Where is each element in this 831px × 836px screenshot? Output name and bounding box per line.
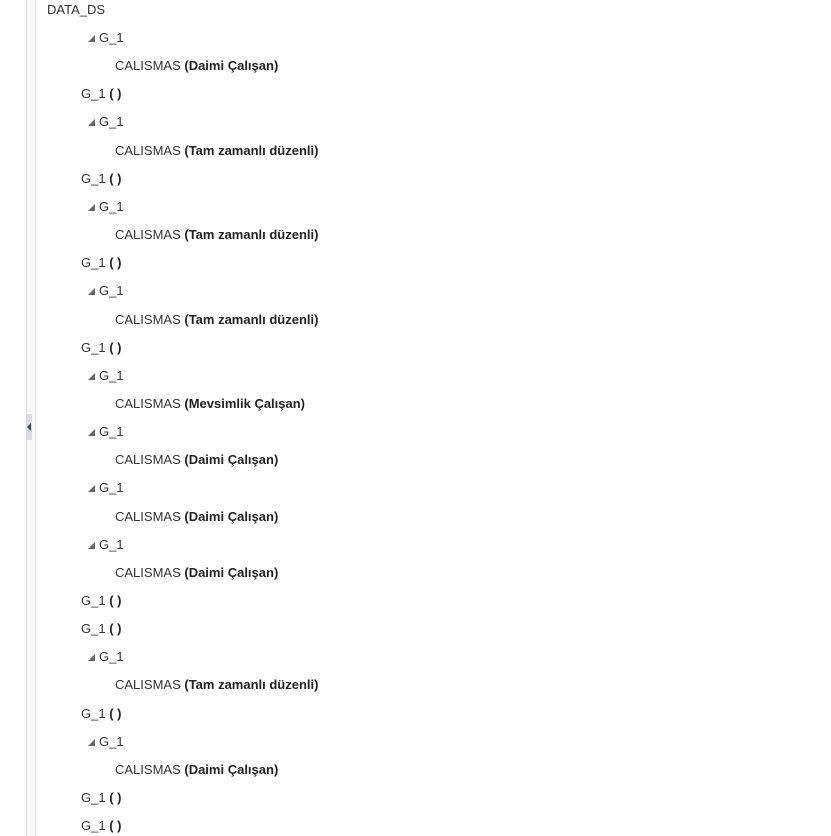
- element-value: ( ): [109, 86, 122, 101]
- element-value: (Mevsimlik Çalışan): [184, 396, 306, 411]
- group-label: G_1: [99, 537, 124, 552]
- element-value: (Daimi Çalışan): [184, 58, 279, 73]
- tree-leaf-node[interactable]: [115, 56, 278, 76]
- tree-empty-group-node[interactable]: [81, 591, 121, 611]
- element-value: (Tam zamanlı düzenli): [184, 312, 319, 327]
- group-label: G_1: [99, 30, 124, 45]
- group-label: G_1: [81, 171, 110, 186]
- tree-empty-group-node[interactable]: [81, 84, 121, 104]
- group-label: G_1: [81, 790, 110, 805]
- tree-group-node[interactable]: [86, 281, 124, 301]
- tree-empty-group-node[interactable]: [81, 253, 121, 273]
- expanded-triangle-icon[interactable]: [86, 483, 96, 493]
- group-label: G_1: [99, 424, 124, 439]
- element-value: (Daimi Çalışan): [184, 452, 279, 467]
- group-label: G_1: [81, 86, 110, 101]
- group-label: G_1: [99, 734, 124, 749]
- element-value: (Daimi Çalışan): [184, 565, 279, 580]
- group-label: G_1: [81, 706, 110, 721]
- group-label: G_1: [99, 649, 124, 664]
- element-value: (Tam zamanlı düzenli): [184, 227, 319, 242]
- tree-group-node[interactable]: [86, 535, 124, 555]
- element-value: ( ): [109, 340, 122, 355]
- tree-group-node[interactable]: [86, 28, 124, 48]
- expanded-triangle-icon[interactable]: [86, 371, 96, 381]
- expanded-triangle-icon[interactable]: [86, 652, 96, 662]
- element-name: CALISMAS: [115, 312, 185, 327]
- tree-group-node[interactable]: [86, 647, 124, 667]
- group-label: G_1: [81, 255, 110, 270]
- group-label: G_1: [99, 114, 124, 129]
- tree-empty-group-node[interactable]: [81, 816, 121, 836]
- element-name: CALISMAS: [115, 227, 185, 242]
- tree-group-node[interactable]: [86, 478, 124, 498]
- element-name: CALISMAS: [115, 143, 185, 158]
- element-value: ( ): [109, 171, 122, 186]
- element-name: CALISMAS: [115, 762, 185, 777]
- element-value: ( ): [109, 255, 122, 270]
- group-label: G_1: [81, 340, 110, 355]
- tree-leaf-node[interactable]: [115, 225, 318, 245]
- element-value: ( ): [109, 790, 122, 805]
- element-value: ( ): [109, 818, 122, 833]
- element-name: CALISMAS: [115, 565, 185, 580]
- tree-empty-group-node[interactable]: [81, 338, 121, 358]
- element-name: CALISMAS: [115, 396, 185, 411]
- tree-group-node[interactable]: [86, 422, 124, 442]
- group-label: G_1: [81, 621, 110, 636]
- tree-leaf-node[interactable]: [115, 760, 278, 780]
- tree-leaf-node[interactable]: [115, 141, 318, 161]
- tree-empty-group-node[interactable]: [81, 704, 121, 724]
- element-name: CALISMAS: [115, 452, 185, 467]
- tree-group-node[interactable]: [86, 197, 124, 217]
- group-label: G_1: [81, 593, 110, 608]
- expanded-triangle-icon[interactable]: [86, 737, 96, 747]
- element-value: (Tam zamanlı düzenli): [184, 677, 319, 692]
- tree-leaf-node[interactable]: [115, 675, 318, 695]
- element-value: (Daimi Çalışan): [184, 762, 279, 777]
- tree-group-node[interactable]: [86, 366, 124, 386]
- group-label: G_1: [81, 818, 110, 833]
- tree-leaf-node[interactable]: [115, 310, 318, 330]
- tree-empty-group-node[interactable]: [81, 788, 121, 808]
- element-name: CALISMAS: [115, 509, 185, 524]
- element-value: (Tam zamanlı düzenli): [184, 143, 319, 158]
- element-value: (Daimi Çalışan): [184, 509, 279, 524]
- tree-empty-group-node[interactable]: [81, 619, 121, 639]
- tree-empty-group-node[interactable]: [81, 169, 121, 189]
- tree-leaf-node[interactable]: [115, 394, 305, 414]
- group-label: G_1: [99, 283, 124, 298]
- group-label: G_1: [99, 199, 124, 214]
- tree-group-node[interactable]: [86, 112, 124, 132]
- tree-leaf-node[interactable]: [115, 507, 278, 527]
- expanded-triangle-icon[interactable]: [86, 33, 96, 43]
- tree-root-node[interactable]: [47, 0, 105, 20]
- expanded-triangle-icon[interactable]: [86, 117, 96, 127]
- expanded-triangle-icon[interactable]: [86, 427, 96, 437]
- tree-group-node[interactable]: [86, 732, 124, 752]
- element-name: CALISMAS: [115, 58, 185, 73]
- element-value: ( ): [109, 706, 122, 721]
- element-name: CALISMAS: [115, 677, 185, 692]
- group-label: G_1: [99, 368, 124, 383]
- tree-leaf-node[interactable]: [115, 450, 278, 470]
- collapse-left-icon: [26, 422, 32, 432]
- expanded-triangle-icon[interactable]: [86, 540, 96, 550]
- group-label: G_1: [99, 480, 124, 495]
- expanded-triangle-icon[interactable]: [86, 286, 96, 296]
- root-label: DATA_DS: [47, 2, 106, 17]
- collapse-panel-handle[interactable]: [26, 414, 32, 440]
- expanded-triangle-icon[interactable]: [86, 202, 96, 212]
- element-value: ( ): [109, 621, 122, 636]
- tree-leaf-node[interactable]: [115, 563, 278, 583]
- element-value: ( ): [109, 593, 122, 608]
